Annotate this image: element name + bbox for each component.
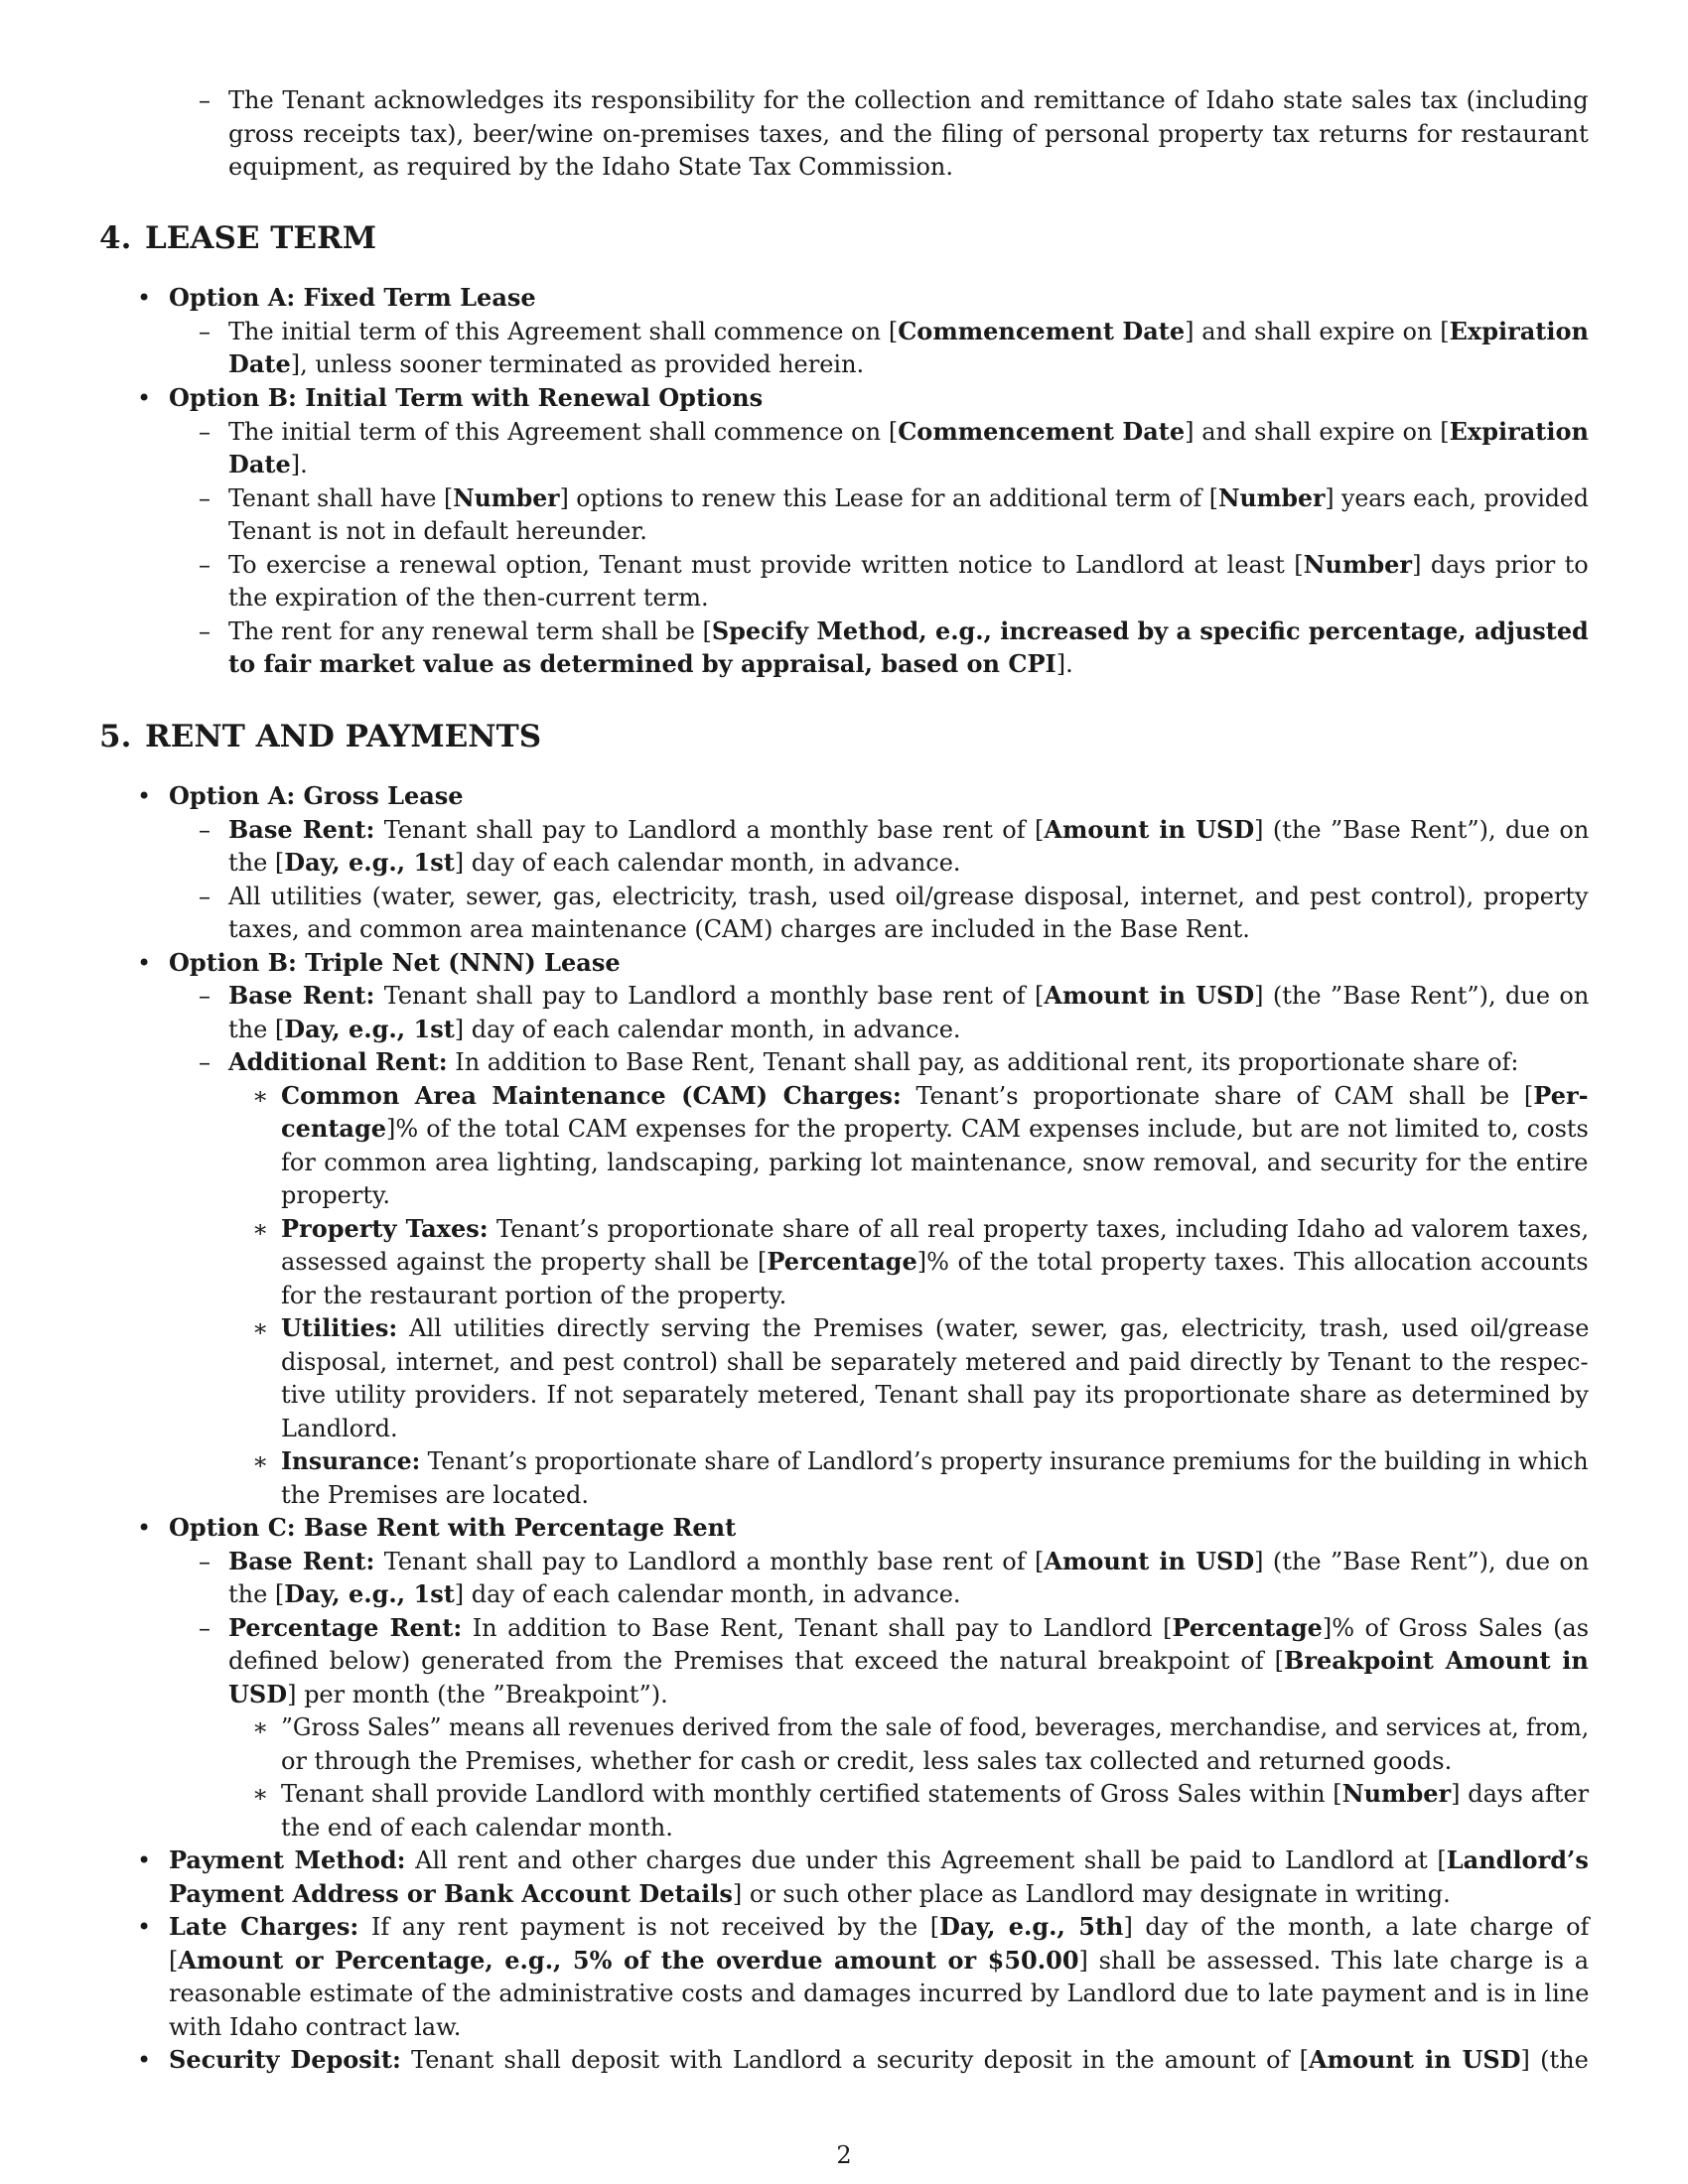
text-run: ] (the ”Base Rent”), due on — [1254, 982, 1590, 1010]
text-run: the [ — [228, 1580, 285, 1608]
bold-text: Date — [228, 349, 291, 378]
text-line — [228, 1644, 1589, 1678]
text-line — [281, 1279, 786, 1312]
text-line — [169, 281, 536, 315]
text-line — [281, 1744, 1452, 1778]
text-run: assessed against the property shall be [ — [281, 1248, 768, 1276]
bold-text: to fair market value as determined by appraisal, based on CPI — [228, 649, 1056, 678]
bold-text: Property Taxes: — [281, 1214, 489, 1243]
bold-text: Option C: Base Rent with Percentage Rent — [169, 1513, 737, 1542]
bold-text: Per- — [1533, 1081, 1589, 1110]
text-run: If any rent payment is not received by the [ — [358, 1913, 940, 1941]
bold-text: Amount in USD — [1309, 2045, 1521, 2074]
text-line — [228, 150, 953, 184]
text-run: ] and shall expire on [ — [1185, 318, 1450, 345]
section-number: 5. — [99, 719, 132, 754]
bold-text: Day, e.g., 1st — [284, 848, 455, 877]
dash-marker: – — [199, 982, 211, 1010]
bold-text: Payment Address or Bank Account Details — [169, 1879, 733, 1908]
text-run: ] or such other place as Landlord may designate in writing. — [732, 1880, 1451, 1908]
bold-text: Security Deposit: — [169, 2045, 401, 2074]
text-run: Landlord. — [281, 1415, 398, 1442]
text-run: All utilities directly serving the Premises (water, sewer, gas, electricity, trash, used oil/grease — [397, 1314, 1590, 1342]
text-run: Tenant shall pay to Landlord a monthly base rent of [ — [374, 982, 1045, 1010]
section-title: RENT AND PAYMENTS — [145, 719, 542, 754]
asterisk-marker: ∗ — [252, 1447, 269, 1475]
asterisk-marker: ∗ — [252, 1215, 269, 1243]
text-run: reasonable estimate of the administrative costs and damages incurred by Landlord due to late payment and is in line — [169, 1979, 1590, 2007]
text-line — [169, 1910, 1589, 1944]
text-line — [228, 880, 1589, 913]
bold-text: Additional Rent: — [228, 1047, 448, 1076]
text-run: ] per month (the ”Breakpoint”). — [287, 1681, 668, 1708]
text-line — [281, 1345, 1589, 1379]
text-run: ] years each, provided — [1325, 484, 1589, 512]
text-run: The initial term of this Agreement shall commence on [ — [228, 418, 899, 446]
bullet-marker: • — [137, 2046, 152, 2074]
text-line — [228, 647, 1073, 681]
text-line — [228, 514, 647, 548]
text-line — [281, 1811, 673, 1844]
text-run: ] days after — [1451, 1780, 1590, 1808]
text-line — [281, 1378, 1589, 1412]
text-line — [281, 1478, 589, 1512]
text-line — [169, 2010, 461, 2044]
bold-text: Option A: Gross Lease — [169, 781, 464, 810]
bold-text: Day, e.g., 1st — [284, 1579, 455, 1608]
dash-marker: – — [199, 418, 211, 446]
text-run: tive utility providers. If not separately metered, Tenant shall pay its proportionate share as determined by — [281, 1381, 1589, 1409]
text-line — [169, 1511, 736, 1545]
text-run: Tenant’s proportionate share of Landlord’s property insurance premiums for the building in which — [420, 1447, 1589, 1475]
text-line — [228, 813, 1589, 847]
text-run: property. — [281, 1181, 390, 1209]
bold-text: Day, e.g., 5th — [939, 1912, 1124, 1941]
bold-text: Commencement Date — [898, 417, 1186, 446]
text-line — [169, 946, 621, 980]
text-run: for common area lighting, landscaping, parking lot maintenance, snow removal, and security for the entire — [281, 1149, 1589, 1176]
text-run: taxes, and common area maintenance (CAM) charges are included in the Base Rent. — [228, 915, 1250, 943]
section-heading — [99, 218, 376, 258]
text-run: ] day of each calendar month, in advance. — [454, 1580, 961, 1608]
text-run: Tenant’s proportionate share of all real property taxes, including Idaho ad valorem taxes, — [488, 1215, 1590, 1243]
bullet-marker: • — [137, 384, 152, 412]
bullet-marker: • — [137, 949, 152, 977]
text-line — [169, 779, 464, 813]
bold-text: USD — [228, 1680, 288, 1708]
text-line — [228, 912, 1250, 946]
text-run: In addition to Base Rent, Tenant shall pay, as additional rent, its proportionate share of: — [447, 1048, 1519, 1076]
bullet-marker: • — [137, 1913, 152, 1941]
text-run: the Premises are located. — [281, 1481, 589, 1509]
bold-text: Insurance: — [281, 1446, 421, 1475]
text-run: the [ — [228, 1016, 285, 1043]
text-line — [228, 614, 1589, 648]
asterisk-marker: ∗ — [252, 1780, 269, 1808]
text-line — [281, 1178, 390, 1212]
bold-text: Percentage — [1172, 1613, 1323, 1642]
text-run: Tenant shall pay to Landlord a monthly base rent of [ — [374, 816, 1045, 844]
text-line — [169, 381, 763, 415]
bold-text: Specify Method, e.g., increased by a specific percentage, adjusted — [711, 616, 1589, 645]
text-line — [228, 1577, 961, 1611]
text-line — [281, 1412, 398, 1445]
text-line — [169, 1944, 1589, 1978]
text-run: ]% of Gross Sales (as — [1322, 1614, 1590, 1642]
section-title: LEASE TERM — [145, 220, 377, 256]
bold-text: Number — [453, 483, 560, 512]
bullet-marker: • — [137, 782, 152, 810]
text-line — [228, 1045, 1519, 1079]
text-line — [169, 1977, 1589, 2010]
bold-text: Percentage Rent: — [228, 1613, 463, 1642]
text-line — [228, 1611, 1589, 1645]
bold-text: Percentage — [767, 1247, 917, 1276]
bold-text: Commencement Date — [898, 317, 1186, 345]
bold-text: Amount in USD — [1044, 1547, 1255, 1575]
text-line — [228, 548, 1589, 582]
dash-marker: – — [199, 1548, 211, 1575]
bold-text: Amount in USD — [1044, 815, 1255, 844]
bold-text: Amount in USD — [1044, 981, 1255, 1010]
text-line — [281, 1079, 1589, 1113]
text-line — [228, 117, 1589, 151]
dash-marker: – — [199, 1048, 211, 1076]
text-line — [281, 1311, 1589, 1345]
bold-text: Number — [1303, 550, 1413, 579]
bold-text: Expiration — [1449, 317, 1589, 345]
text-run: ], unless sooner terminated as provided herein. — [290, 350, 865, 378]
text-line — [228, 448, 308, 481]
text-run: The initial term of this Agreement shall commence on [ — [228, 318, 899, 345]
text-run: ]. — [1055, 650, 1073, 678]
dash-marker: – — [199, 484, 211, 512]
text-line — [281, 1212, 1589, 1246]
text-run: The Tenant acknowledges its responsibility for the collection and remittance of Idaho state sales tax (including — [228, 86, 1589, 114]
text-run: All utilities (water, sewer, gas, electricity, trash, used oil/grease disposal, internet, and pest control), property — [228, 883, 1589, 910]
text-line — [169, 1843, 1589, 1877]
text-run: with Idaho contract law. — [169, 2013, 462, 2041]
text-line — [281, 1777, 1589, 1811]
text-run: ] (the ”Base Rent”), due on — [1254, 816, 1590, 844]
text-line — [281, 1245, 1589, 1279]
text-run: Tenant shall have [ — [228, 484, 454, 512]
text-line — [228, 415, 1589, 449]
bold-text: Base Rent: — [228, 1547, 375, 1575]
dash-marker: – — [199, 318, 211, 345]
text-run: To exercise a renewal option, Tenant must provide written notice to Landlord at least [ — [228, 551, 1304, 579]
asterisk-marker: ∗ — [252, 1314, 269, 1342]
text-line — [169, 1877, 1451, 1911]
dash-marker: – — [199, 551, 211, 579]
bold-text: Landlord’s — [1446, 1845, 1589, 1874]
text-run: ] days prior to — [1412, 551, 1589, 579]
text-line — [228, 347, 864, 381]
bold-text: Option B: Initial Term with Renewal Options — [169, 383, 764, 412]
text-run: defined below) generated from the Premises that exceed the natural breakpoint of [ — [228, 1647, 1285, 1675]
asterisk-marker: ∗ — [252, 1713, 269, 1741]
bold-text: Common Area Maintenance (CAM) Charges: — [281, 1081, 902, 1110]
text-line — [228, 315, 1589, 348]
page-number: 2 — [836, 2141, 852, 2169]
bold-text: Payment Method: — [169, 1845, 406, 1874]
text-run: ] and shall expire on [ — [1185, 418, 1450, 446]
text-run: gross receipts tax), beer/wine on-premises taxes, and the filing of personal property tax returns for restaurant — [228, 120, 1589, 148]
text-line — [228, 481, 1589, 515]
text-run: ] shall be assessed. This late charge is a — [1078, 1947, 1590, 1975]
text-line — [281, 1444, 1589, 1478]
text-line — [228, 581, 709, 614]
text-run: the end of each calendar month. — [281, 1814, 673, 1842]
dash-marker: – — [199, 883, 211, 910]
bold-text: Number — [1217, 483, 1326, 512]
bold-text: Option A: Fixed Term Lease — [169, 283, 536, 312]
dash-marker: – — [199, 617, 211, 645]
dash-marker: – — [199, 816, 211, 844]
text-run: or through the Premises, whether for cash or credit, less sales tax collected and returned goods. — [281, 1747, 1453, 1775]
text-line — [228, 1678, 668, 1711]
text-line — [228, 1013, 961, 1046]
text-line — [281, 1710, 1589, 1744]
text-run: ] day of each calendar month, in advance. — [454, 849, 961, 877]
text-run: ]% of the total property taxes. This allocation accounts — [916, 1248, 1589, 1276]
text-run: the expiration of the then-current term. — [228, 584, 709, 612]
bold-text: Expiration — [1449, 417, 1589, 446]
bold-text: Date — [228, 450, 291, 478]
text-line — [228, 1545, 1589, 1578]
text-line — [228, 846, 961, 880]
text-line — [228, 83, 1589, 117]
text-run: Tenant’s proportionate share of CAM shall be [ — [901, 1082, 1534, 1110]
bold-text: Base Rent: — [228, 815, 375, 844]
bold-text: Amount or Percentage, e.g., 5% of the overdue amount or $50.00 — [178, 1946, 1079, 1975]
text-run: The rent for any renewal term shall be [ — [228, 617, 712, 645]
text-run: Tenant shall deposit with Landlord a security deposit in the amount of [ — [400, 2046, 1309, 2074]
bold-text: Option B: Triple Net (NNN) Lease — [169, 948, 621, 977]
dash-marker: – — [199, 86, 211, 114]
text-run: ] (the — [1520, 2046, 1589, 2074]
text-run: ] day of each calendar month, in advance. — [454, 1016, 961, 1043]
text-line — [281, 1146, 1589, 1179]
section-number: 4. — [99, 220, 132, 256]
text-run: Tenant shall provide Landlord with monthly certified statements of Gross Sales within [ — [281, 1780, 1342, 1808]
text-line — [228, 979, 1589, 1013]
bold-text: Late Charges: — [169, 1912, 359, 1941]
text-run: [ — [169, 1947, 179, 1975]
text-run: In addition to Base Rent, Tenant shall pay to Landlord [ — [462, 1614, 1173, 1642]
text-run: equipment, as required by the Idaho State Tax Commission. — [228, 153, 953, 181]
text-line — [281, 1112, 1589, 1146]
text-run: ] day of the month, a late charge of — [1123, 1913, 1590, 1941]
bullet-marker: • — [137, 284, 152, 312]
bullet-marker: • — [137, 1514, 152, 1542]
text-run: for the restaurant portion of the property. — [281, 1282, 787, 1309]
bold-text: centage — [281, 1114, 387, 1143]
bold-text: Breakpoint Amount in — [1284, 1646, 1589, 1675]
section-heading — [99, 717, 541, 756]
text-run: Tenant shall pay to Landlord a monthly base rent of [ — [374, 1548, 1045, 1575]
asterisk-marker: ∗ — [252, 1082, 269, 1110]
text-run: disposal, internet, and pest control) shall be separately metered and paid directly by Tenant to the respec- — [281, 1348, 1589, 1376]
bold-text: Utilities: — [281, 1313, 398, 1342]
text-run: All rent and other charges due under this Agreement shall be paid to Landlord at [ — [405, 1846, 1447, 1874]
text-run: ]% of the total CAM expenses for the property. CAM expenses include, but are not limited to, costs — [386, 1115, 1589, 1143]
text-run: ] options to renew this Lease for an additional term of [ — [559, 484, 1218, 512]
text-run: ] (the ”Base Rent”), due on — [1254, 1548, 1590, 1575]
dash-marker: – — [199, 1614, 211, 1642]
text-line — [169, 2043, 1589, 2077]
bold-text: Base Rent: — [228, 981, 375, 1010]
text-run: ]. — [290, 451, 308, 478]
text-run: Tenant is not in default hereunder. — [228, 517, 647, 545]
bullet-marker: • — [137, 1846, 152, 1874]
text-run: ”Gross Sales” means all revenues derived from the sale of food, beverages, merchandise, and services at, from, — [281, 1713, 1590, 1741]
bold-text: Day, e.g., 1st — [284, 1015, 455, 1043]
bold-text: Number — [1341, 1779, 1452, 1808]
text-run: the [ — [228, 849, 285, 877]
